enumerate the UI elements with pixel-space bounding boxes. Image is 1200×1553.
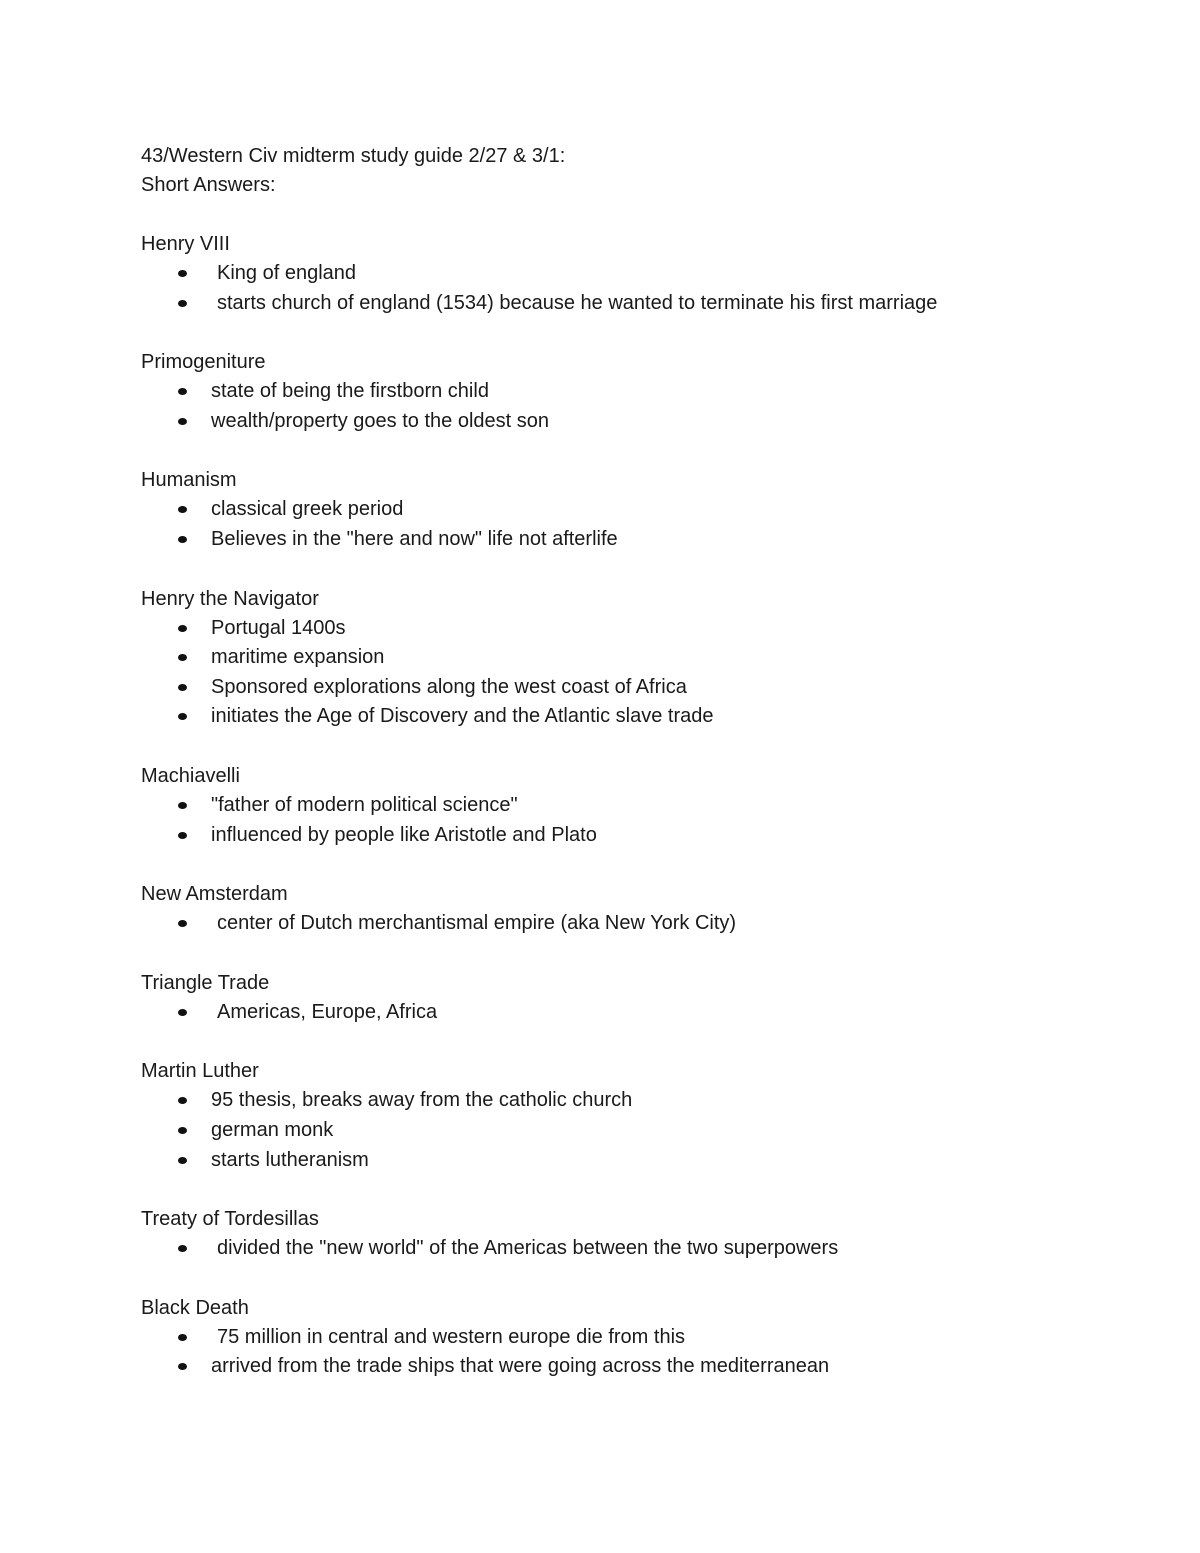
bullet-icon [178, 418, 187, 425]
bullet-icon [178, 802, 187, 809]
spacer [141, 1175, 1141, 1205]
list-item: Portugal 1400s [141, 614, 1141, 644]
bullet-list-black-death [141, 1323, 1141, 1382]
bullet-icon [178, 1245, 187, 1252]
list-item: Americas, Europe, Africa [141, 998, 1141, 1028]
bullet-icon [178, 1157, 187, 1164]
spacer [141, 939, 1141, 969]
list-item: initiates the Age of Discovery and the Atlantic slave trade [141, 702, 1141, 732]
document-title: 43/Western Civ midterm study guide 2/27 & 3/1: [141, 145, 566, 167]
list-item: starts lutheranism [141, 1146, 1141, 1176]
bullet-icon [178, 832, 187, 839]
bullet-list-martin-luther [141, 1086, 1141, 1175]
list-item: maritime expansion [141, 643, 1141, 673]
list-item: Sponsored explorations along the west coast of Africa [141, 673, 1141, 703]
bullet-icon [178, 1127, 187, 1134]
spacer [141, 1264, 1141, 1294]
list-item: "father of modern political science" [141, 791, 1141, 821]
bullet-icon [178, 920, 187, 927]
bullet-icon [178, 625, 187, 632]
list-item: wealth/property goes to the oldest son [141, 407, 1141, 437]
list-item: german monk [141, 1116, 1141, 1146]
section-title-black-death: Black Death [141, 1296, 249, 1319]
list-item: classical greek period [141, 495, 1141, 525]
section-title-martin-luther: Martin Luther [141, 1060, 259, 1083]
bullet-list-new-amsterdam [141, 909, 1141, 939]
bullet-list-henry-viii [141, 259, 1141, 318]
section-title-henry-viii: Henry VIII [141, 233, 230, 255]
bullet-icon [178, 300, 187, 307]
list-item: Believes in the "here and now" life not afterlife [141, 525, 1141, 555]
bullet-icon [178, 506, 187, 513]
bullet-list-humanism [141, 495, 1141, 554]
list-item: divided the "new world" of the Americas between the two superpowers [141, 1234, 1141, 1264]
list-item: 95 thesis, breaks away from the catholic church [141, 1086, 1141, 1116]
bullet-list-triangle-trade [141, 998, 1141, 1028]
list-item: state of being the firstborn child [141, 377, 1141, 407]
section-title-humanism: Humanism [141, 469, 237, 492]
bullet-icon [178, 270, 187, 277]
spacer [141, 732, 1141, 762]
bullet-icon [178, 1009, 187, 1016]
document-page [141, 142, 1141, 1382]
bullet-icon [178, 713, 187, 720]
bullet-icon [178, 1363, 187, 1370]
section-title-treaty-of-tordesillas: Treaty of Tordesillas [141, 1208, 319, 1231]
list-item: arrived from the trade ships that were going across the mediterranean [141, 1352, 1141, 1382]
spacer [141, 318, 1141, 348]
section-title-new-amsterdam: New Amsterdam [141, 883, 288, 906]
bullet-icon [178, 388, 187, 395]
list-item: 75 million in central and western europe die from this [141, 1323, 1141, 1353]
spacer [141, 200, 1141, 230]
section-title-machiavelli: Machiavelli [141, 764, 240, 787]
bullet-icon [178, 1334, 187, 1341]
list-item: center of Dutch merchantismal empire (aka New York City) [141, 909, 1141, 939]
document-subtitle: Short Answers: [141, 174, 276, 196]
section-title-triangle-trade: Triangle Trade [141, 971, 270, 994]
spacer [141, 436, 1141, 466]
spacer [141, 850, 1141, 880]
bullet-icon [178, 654, 187, 661]
bullet-icon [178, 536, 187, 543]
spacer [141, 1027, 1141, 1057]
section-title-primogeniture: Primogeniture [141, 351, 266, 374]
spacer [141, 555, 1141, 585]
bullet-list-machiavelli [141, 791, 1141, 850]
section-title-henry-the-navigator: Henry the Navigator [141, 587, 319, 610]
list-item: influenced by people like Aristotle and Plato [141, 821, 1141, 851]
bullet-list-primogeniture [141, 377, 1141, 436]
bullet-list-henry-the-navigator [141, 614, 1141, 732]
bullet-icon [178, 684, 187, 691]
list-item: King of england [141, 259, 1141, 289]
bullet-icon [178, 1097, 187, 1104]
list-item: starts church of england (1534) because he wanted to terminate his first marriage [141, 289, 1141, 319]
bullet-list-treaty-of-tordesillas [141, 1234, 1141, 1264]
